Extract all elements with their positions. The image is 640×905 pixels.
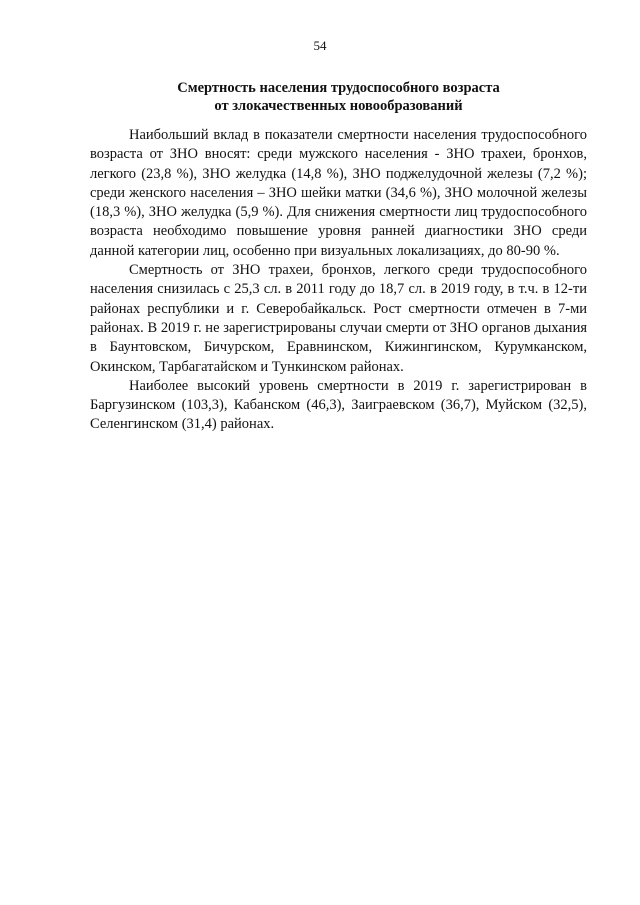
paragraph-contribution: Наибольший вклад в показатели смертности населения трудоспособного возраста от ЗНО вносят: среди мужского населения - ЗНО трахеи, бронхов, легкого (23,8 %), ЗНО желудка (14,8 %), ЗНО поджелудочной железы (7,2 %); среди женского населения – ЗНО шейки матки (34,6 %), ЗНО молочной железы (18,3 %), ЗНО желудка (5,9 %). Для снижения смертности лиц трудоспособного возраста необходимо повышение уровня ранней диагностики ЗНО среди данной категории лиц, особенно при визуальных локализациях, до 80-90 %. xyxy=(90,127,587,259)
paragraph-highest-mortality: Наиболее высокий уровень смертности в 2019 г. зарегистрирован в Баргузинском (103,3), Кабанском (46,3), Заиграевском (36,7), Муйском (32,5), Селенгинском (31,4) районах. xyxy=(90,377,587,433)
section-title-line-2: от злокачественных новообразований xyxy=(214,98,463,114)
section-title-line-1: Смертность населения трудоспособного возраста xyxy=(177,80,500,96)
section-title xyxy=(90,79,587,115)
paragraph-respiratory-mortality: Смертность от ЗНО трахеи, бронхов, легкого среди трудоспособного населения снизилась с 25,3 сл. в 2011 году до 18,7 сл. в 2019 году, в т.ч. в 12-ти районах республики и г. Северобайкальск. Рост смертности отмечен в 7-ми районах. В 2019 г. не зарегистрированы случаи смерти от ЗНО органов дыхания в Баунтовском, Бичурском, Еравнинском, Кижингинском, Курумканском, Окинском, Тарбагатайском и Тункинском районах. xyxy=(90,262,587,375)
page-number: 54 xyxy=(313,38,327,53)
body-text xyxy=(90,126,587,435)
